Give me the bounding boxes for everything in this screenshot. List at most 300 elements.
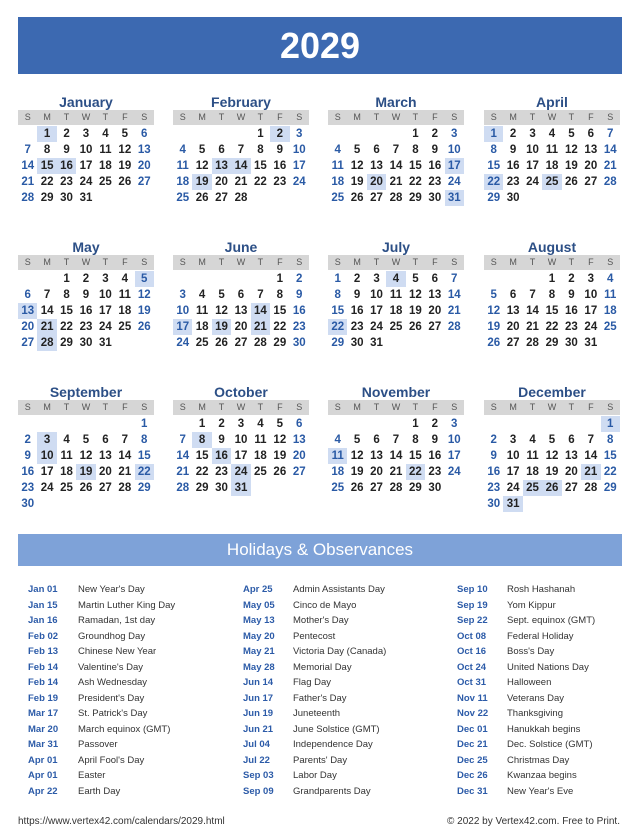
day-cell: 3 xyxy=(529,128,536,140)
holiday-date: Sep 10 xyxy=(457,584,488,595)
weekday-label: S xyxy=(179,402,186,412)
weekday-label: W xyxy=(391,402,401,412)
holiday-name: Kwanzaa begins xyxy=(507,770,577,781)
day-cell: 25 xyxy=(523,480,542,496)
day-cell: 13 xyxy=(292,434,306,446)
holiday-date: Apr 25 xyxy=(243,584,273,595)
holiday-date: May 20 xyxy=(243,630,275,642)
month-february xyxy=(173,94,309,206)
month-january xyxy=(18,94,154,206)
day-cell: 6 xyxy=(24,289,31,301)
day-cell: 18 xyxy=(99,160,112,172)
day-cell: 7 xyxy=(237,144,245,156)
day-cell: 18 xyxy=(603,305,617,317)
month-july xyxy=(328,239,464,351)
day-cell: 15 xyxy=(603,450,617,462)
holiday-name: Boss's Day xyxy=(507,646,555,657)
weekday-label: T xyxy=(529,257,536,267)
day-cell: 29 xyxy=(273,337,287,349)
holiday-name: June Solstice (GMT) xyxy=(293,723,380,735)
day-cell: 9 xyxy=(490,450,497,462)
holiday-date: Nov 11 xyxy=(457,692,488,704)
month-october xyxy=(173,384,309,496)
holiday-item xyxy=(28,768,175,784)
empty-cell xyxy=(484,416,503,432)
empty-cell xyxy=(562,416,581,432)
day-cell: 14 xyxy=(231,158,250,174)
holiday-item xyxy=(243,691,386,707)
empty-cell xyxy=(173,271,192,287)
day-cell: 23 xyxy=(428,176,442,188)
holiday-item xyxy=(457,660,595,676)
weekday-label: M xyxy=(353,257,361,267)
day-cell: 13 xyxy=(18,303,37,319)
holiday-date: Mar 17 xyxy=(28,708,59,719)
weekday-label: S xyxy=(607,402,614,412)
day-cell: 20 xyxy=(137,160,151,172)
day-cell: 1 xyxy=(412,128,419,140)
weekday-label: W xyxy=(391,257,401,267)
day-cell: 2 xyxy=(296,273,303,285)
weekday-label: M xyxy=(43,402,51,412)
day-cell: 11 xyxy=(526,450,539,462)
weekday-label: M xyxy=(353,402,361,412)
month-name: February xyxy=(211,94,271,110)
weekday-label: T xyxy=(568,112,575,122)
day-cell: 8 xyxy=(257,144,264,156)
day-cell: 27 xyxy=(584,176,598,188)
day-cell: 4 xyxy=(529,434,536,446)
day-cell: 31 xyxy=(503,496,522,512)
month-april xyxy=(484,94,620,206)
day-cell: 11 xyxy=(328,448,347,464)
day-cell: 8 xyxy=(334,289,341,301)
day-cell: 24 xyxy=(526,176,539,188)
empty-cell xyxy=(37,271,56,287)
holiday-name: Christmas Day xyxy=(507,754,570,766)
holiday-item xyxy=(28,598,175,614)
weekday-label: S xyxy=(179,257,186,267)
day-cell: 14 xyxy=(118,450,132,462)
holiday-name: April Fool's Day xyxy=(78,754,145,766)
weekday-header xyxy=(173,400,309,415)
month-name: October xyxy=(214,384,268,400)
weekday-label: F xyxy=(122,402,128,412)
weekday-label: F xyxy=(277,112,283,122)
day-cell: 4 xyxy=(334,144,341,156)
weekday-label: T xyxy=(373,257,380,267)
day-cell: 21 xyxy=(37,319,56,335)
day-cell: 2 xyxy=(509,128,517,140)
holiday-item xyxy=(28,660,175,676)
holiday-date: Dec 01 xyxy=(457,723,488,735)
day-cell: 31 xyxy=(370,337,383,349)
day-cell: 18 xyxy=(545,160,559,172)
day-cell: 29 xyxy=(409,482,422,494)
day-cell: 25 xyxy=(176,192,190,204)
day-cell: 29 xyxy=(545,337,559,349)
day-cell: 5 xyxy=(135,271,154,287)
holiday-item xyxy=(28,706,175,722)
day-cell: 9 xyxy=(276,144,284,156)
day-cell: 7 xyxy=(607,128,614,140)
day-cell: 1 xyxy=(548,273,556,285)
day-cell: 3 xyxy=(509,434,517,446)
weekday-label: T xyxy=(373,112,380,122)
weekday-label: M xyxy=(198,112,206,122)
holiday-date: May 13 xyxy=(243,615,275,626)
day-cell: 29 xyxy=(40,192,54,204)
day-cell: 20 xyxy=(21,321,35,333)
day-cell: 10 xyxy=(292,144,306,156)
day-cell: 12 xyxy=(79,450,93,462)
month-name: December xyxy=(518,384,586,400)
day-grid xyxy=(173,126,309,206)
day-cell: 5 xyxy=(490,289,497,301)
weekday-label: M xyxy=(509,257,517,267)
day-cell: 17 xyxy=(447,450,461,462)
day-cell: 25 xyxy=(389,321,403,333)
holiday-date: Oct 24 xyxy=(457,661,487,673)
weekday-label: T xyxy=(568,402,575,412)
day-cell: 8 xyxy=(276,289,284,301)
day-cell: 15 xyxy=(137,450,151,462)
weekday-label: S xyxy=(334,112,341,122)
day-cell: 24 xyxy=(99,321,112,333)
holiday-item xyxy=(28,753,175,769)
weekday-label: T xyxy=(63,257,70,267)
footer-url[interactable]: https://www.vertex42.com/calendars/2029.html xyxy=(18,816,225,827)
weekday-header xyxy=(484,255,620,270)
weekday-label: S xyxy=(24,112,31,122)
weekday-label: S xyxy=(490,112,497,122)
holiday-name: Chinese New Year xyxy=(78,646,157,657)
day-cell: 26 xyxy=(565,176,578,188)
day-cell: 15 xyxy=(60,305,73,317)
day-cell: 13 xyxy=(99,450,112,462)
day-cell: 19 xyxy=(273,450,287,462)
day-cell: 27 xyxy=(99,482,112,494)
day-cell: 4 xyxy=(334,434,341,446)
holiday-date: Feb 14 xyxy=(28,661,59,673)
empty-cell xyxy=(96,416,115,432)
holiday-date: Sep 09 xyxy=(243,785,274,797)
empty-cell xyxy=(57,416,76,432)
day-cell: 16 xyxy=(565,305,578,317)
day-cell: 15 xyxy=(254,160,267,172)
holiday-date: May 28 xyxy=(243,661,275,673)
holiday-date: Oct 08 xyxy=(457,630,487,642)
day-cell: 5 xyxy=(548,434,556,446)
day-cell: 24 xyxy=(447,466,461,478)
weekday-header xyxy=(18,255,154,270)
empty-cell xyxy=(386,416,405,432)
holiday-item xyxy=(457,675,595,691)
holiday-item xyxy=(243,613,386,629)
day-cell: 30 xyxy=(428,482,442,494)
day-cell: 20 xyxy=(99,466,112,478)
holiday-name: Martin Luther King Day xyxy=(78,599,176,611)
holiday-name: Valentine's Day xyxy=(78,661,144,673)
day-cell: 24 xyxy=(370,321,383,333)
weekday-label: T xyxy=(218,112,225,122)
day-grid xyxy=(173,416,309,496)
holiday-item xyxy=(243,675,386,691)
day-cell: 24 xyxy=(292,176,306,188)
day-grid xyxy=(328,416,464,496)
holiday-item xyxy=(457,737,595,753)
day-cell: 20 xyxy=(506,321,520,333)
weekday-label: T xyxy=(412,257,419,267)
day-cell: 22 xyxy=(60,321,73,333)
day-cell: 29 xyxy=(487,192,501,204)
day-cell: 20 xyxy=(234,321,248,333)
weekday-label: S xyxy=(607,112,614,122)
day-cell: 14 xyxy=(526,305,539,317)
month-name: April xyxy=(536,94,568,110)
day-cell: 14 xyxy=(603,144,617,156)
day-cell: 15 xyxy=(331,305,345,317)
holiday-name: Ramadan, 1st day xyxy=(78,615,156,626)
day-cell: 22 xyxy=(409,176,422,188)
day-cell: 3 xyxy=(451,418,458,430)
holiday-name: Memorial Day xyxy=(293,661,352,673)
day-cell: 14 xyxy=(251,303,270,319)
day-cell: 10 xyxy=(176,305,190,317)
day-cell: 1 xyxy=(141,418,148,430)
holiday-item xyxy=(457,753,595,769)
day-cell: 29 xyxy=(603,482,617,494)
day-cell: 2 xyxy=(218,418,225,430)
day-cell: 1 xyxy=(601,416,620,432)
day-cell: 29 xyxy=(331,337,345,349)
weekday-label: W xyxy=(236,112,246,122)
day-cell: 10 xyxy=(37,448,56,464)
day-cell: 21 xyxy=(176,466,190,478)
day-cell: 2 xyxy=(82,273,90,285)
holiday-date: May 21 xyxy=(243,646,275,657)
day-cell: 23 xyxy=(273,176,287,188)
day-cell: 12 xyxy=(487,305,501,317)
day-cell: 18 xyxy=(60,466,73,478)
day-cell: 5 xyxy=(121,128,129,140)
day-cell: 27 xyxy=(21,337,35,349)
day-grid xyxy=(18,271,154,351)
holiday-name: Sept. equinox (GMT) xyxy=(507,615,596,626)
weekday-label: M xyxy=(509,402,517,412)
day-cell: 26 xyxy=(542,480,561,496)
holiday-name: Grandparents Day xyxy=(293,785,371,797)
day-cell: 25 xyxy=(99,176,112,188)
day-cell: 3 xyxy=(102,273,109,285)
holiday-name: Pentecost xyxy=(293,630,336,642)
weekday-label: W xyxy=(236,402,246,412)
day-cell: 6 xyxy=(373,434,380,446)
holiday-item xyxy=(457,706,595,722)
holiday-date: Feb 13 xyxy=(28,646,59,657)
holiday-date: Feb 02 xyxy=(28,630,59,642)
day-cell: 22 xyxy=(135,464,154,480)
day-cell: 4 xyxy=(257,418,264,430)
day-cell: 28 xyxy=(176,482,190,494)
day-cell: 28 xyxy=(37,335,56,351)
day-cell: 3 xyxy=(587,273,595,285)
holiday-date: Apr 22 xyxy=(28,785,58,797)
holiday-date: Feb 14 xyxy=(28,677,59,688)
day-cell: 12 xyxy=(565,144,578,156)
day-cell: 28 xyxy=(584,482,598,494)
day-cell: 11 xyxy=(118,289,131,301)
day-cell: 13 xyxy=(137,144,151,156)
day-cell: 8 xyxy=(548,289,556,301)
day-cell: 10 xyxy=(370,289,383,301)
day-cell: 9 xyxy=(431,434,439,446)
holiday-date: Oct 31 xyxy=(457,677,487,688)
day-cell: 20 xyxy=(292,450,306,462)
weekday-label: S xyxy=(490,257,497,267)
day-cell: 27 xyxy=(370,482,383,494)
day-cell: 24 xyxy=(231,464,250,480)
weekday-label: F xyxy=(277,402,283,412)
day-cell: 10 xyxy=(79,144,93,156)
empty-cell xyxy=(367,126,386,142)
day-cell: 2 xyxy=(490,434,497,446)
day-cell: 26 xyxy=(409,321,422,333)
day-cell: 31 xyxy=(79,192,93,204)
day-cell: 27 xyxy=(292,466,306,478)
empty-cell xyxy=(192,271,211,287)
holiday-item xyxy=(243,722,386,738)
empty-cell xyxy=(523,416,542,432)
weekday-label: W xyxy=(547,257,557,267)
weekday-label: W xyxy=(391,112,401,122)
day-cell: 10 xyxy=(447,434,461,446)
day-cell: 9 xyxy=(431,144,439,156)
month-name: September xyxy=(49,384,123,400)
holiday-name: Rosh Hashanah xyxy=(507,584,576,595)
day-cell: 16 xyxy=(487,466,501,478)
day-cell: 5 xyxy=(568,128,575,140)
holiday-date: Jun 21 xyxy=(243,723,274,735)
day-cell: 14 xyxy=(176,450,190,462)
day-cell: 20 xyxy=(584,160,598,172)
day-cell: 26 xyxy=(118,176,132,188)
day-cell: 21 xyxy=(447,305,461,317)
holiday-date: Sep 03 xyxy=(243,770,274,781)
month-name: July xyxy=(381,239,410,255)
weekday-label: F xyxy=(432,402,438,412)
holiday-name: Flag Day xyxy=(293,677,332,688)
day-cell: 13 xyxy=(234,305,248,317)
empty-cell xyxy=(347,416,366,432)
day-cell: 8 xyxy=(490,144,497,156)
empty-cell xyxy=(18,126,37,142)
month-name: June xyxy=(224,239,258,255)
holiday-item xyxy=(243,582,386,598)
day-cell: 3 xyxy=(373,273,380,285)
day-cell: 6 xyxy=(431,273,439,285)
holiday-name: President's Day xyxy=(78,692,145,704)
day-grid xyxy=(484,271,620,351)
day-cell: 22 xyxy=(254,176,267,188)
day-cell: 16 xyxy=(292,305,306,317)
day-cell: 31 xyxy=(99,337,112,349)
day-cell: 21 xyxy=(118,466,132,478)
day-cell: 9 xyxy=(568,289,575,301)
day-cell: 17 xyxy=(370,305,383,317)
empty-cell xyxy=(212,271,231,287)
holiday-item xyxy=(457,784,595,800)
day-cell: 10 xyxy=(584,289,598,301)
weekday-label: T xyxy=(102,257,109,267)
day-cell: 17 xyxy=(445,158,464,174)
weekday-header xyxy=(484,110,620,125)
day-cell: 22 xyxy=(545,321,559,333)
day-cell: 13 xyxy=(565,450,578,462)
month-name: August xyxy=(527,239,577,255)
day-cell: 26 xyxy=(273,466,287,478)
holiday-date: Jun 14 xyxy=(243,677,274,688)
day-cell: 7 xyxy=(257,289,264,301)
day-cell: 8 xyxy=(43,144,51,156)
weekday-label: S xyxy=(179,112,186,122)
day-cell: 28 xyxy=(234,192,248,204)
day-cell: 21 xyxy=(389,466,403,478)
day-cell: 28 xyxy=(447,321,461,333)
holiday-item xyxy=(243,737,386,753)
weekday-label: W xyxy=(547,112,557,122)
day-cell: 1 xyxy=(257,128,264,140)
day-cell: 19 xyxy=(192,174,211,190)
day-cell: 24 xyxy=(447,176,461,188)
day-cell: 6 xyxy=(568,434,575,446)
day-cell: 18 xyxy=(254,450,267,462)
weekday-label: F xyxy=(432,257,438,267)
holiday-name: Victoria Day (Canada) xyxy=(293,646,387,657)
day-cell: 15 xyxy=(409,160,422,172)
day-cell: 22 xyxy=(195,466,209,478)
weekday-label: T xyxy=(218,257,225,267)
day-grid xyxy=(173,271,309,351)
day-cell: 4 xyxy=(102,128,109,140)
holidays-header: Holidays & Observances xyxy=(18,534,622,566)
holiday-date: Jul 04 xyxy=(243,739,270,750)
day-cell: 5 xyxy=(82,434,90,446)
day-cell: 18 xyxy=(331,176,345,188)
day-cell: 19 xyxy=(545,466,559,478)
holiday-name: Parents' Day xyxy=(293,754,348,766)
day-cell: 23 xyxy=(79,321,93,333)
day-cell: 11 xyxy=(196,305,209,317)
month-name: November xyxy=(361,384,431,400)
day-cell: 5 xyxy=(198,144,206,156)
day-cell: 11 xyxy=(254,434,267,446)
weekday-label: S xyxy=(24,257,31,267)
month-may xyxy=(18,239,154,351)
day-cell: 16 xyxy=(428,160,442,172)
holiday-item xyxy=(243,784,386,800)
holiday-name: Cinco de Mayo xyxy=(293,599,357,611)
weekday-header xyxy=(328,400,464,415)
day-cell: 10 xyxy=(506,450,520,462)
day-cell: 27 xyxy=(428,321,442,333)
month-march xyxy=(328,94,464,206)
weekday-label: S xyxy=(451,402,458,412)
empty-cell xyxy=(328,126,347,142)
empty-cell xyxy=(231,126,250,142)
day-cell: 19 xyxy=(137,305,151,317)
empty-cell xyxy=(367,416,386,432)
